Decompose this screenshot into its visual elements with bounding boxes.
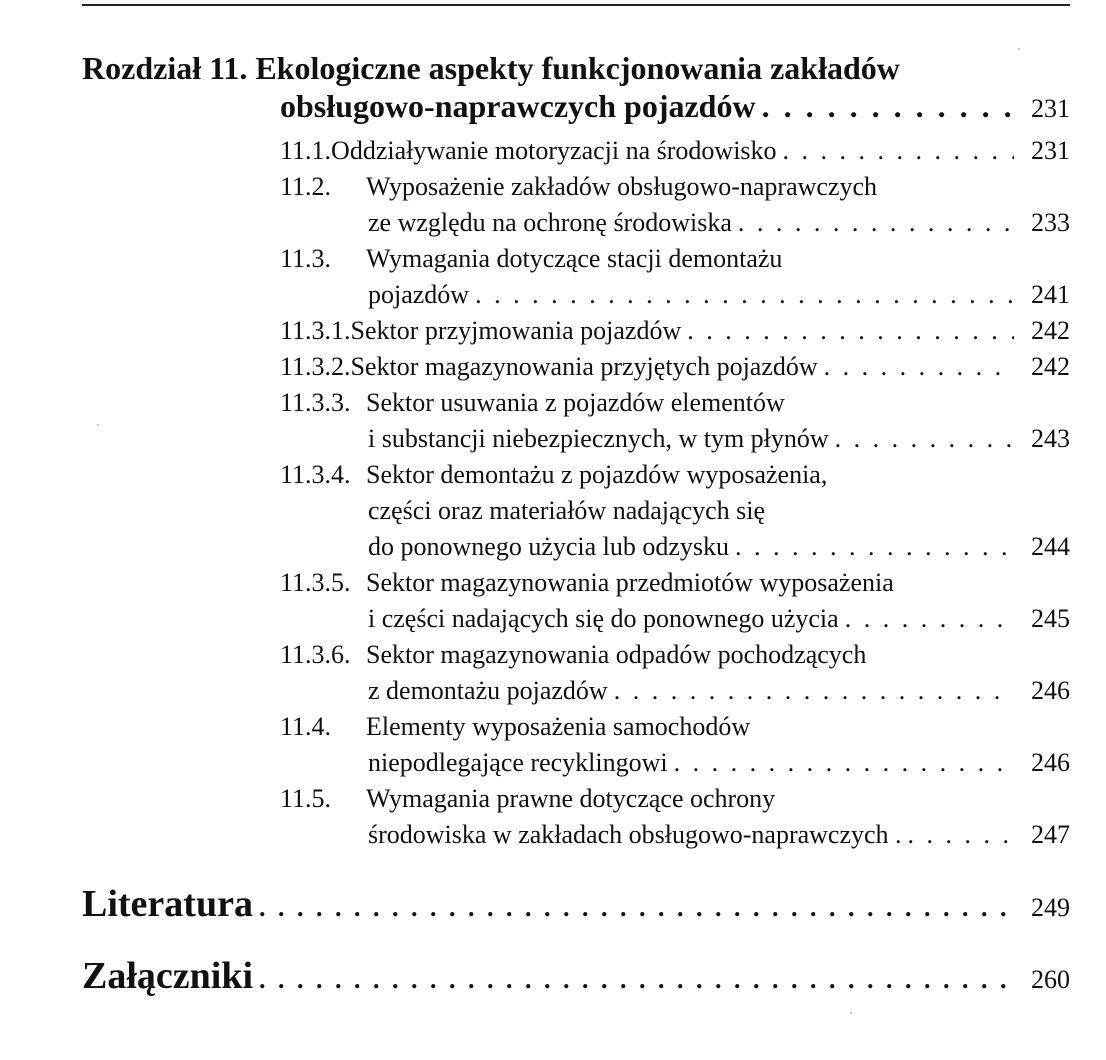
toc-entry-line	[280, 172, 1070, 202]
entry-title: niepodlegające recyklingowi	[368, 748, 668, 777]
entry-number: 11.3.1.	[280, 316, 351, 345]
toc-entry-line	[368, 496, 1070, 526]
leader-dots	[783, 136, 1014, 166]
leader-dots	[687, 316, 1014, 346]
toc-entry-line	[280, 640, 1070, 670]
entry-title: Sektor magazynowania przedmiotów wyposażenia	[366, 568, 894, 597]
toc-entry-line[interactable]	[280, 136, 1070, 166]
entry-title: i części nadających się do ponownego użycia	[368, 604, 839, 633]
entry-title: do ponownego użycia lub odzysku	[368, 532, 730, 561]
entry-title: części oraz materiałów nadających się	[368, 496, 765, 525]
leader-dots	[614, 676, 1014, 706]
toc-zalaczniki[interactable]	[82, 954, 1070, 998]
entry-title: Sektor magazynowania przyjętych pojazdów	[350, 352, 818, 381]
leader-dots	[475, 280, 1014, 310]
scan-speck	[850, 1012, 852, 1014]
entry-page-number: 245	[1031, 604, 1070, 633]
toc-entry-line	[280, 568, 1070, 598]
toc-entry-line[interactable]	[368, 208, 1070, 238]
leader-dots	[735, 532, 1014, 562]
entry-page-number: 242	[1031, 316, 1070, 345]
entry-title: pojazdów	[368, 280, 470, 309]
entry-number: 11.3.6.	[280, 640, 351, 669]
entry-title: Sektor przyjmowania pojazdów	[350, 316, 682, 345]
entry-page-number: 246	[1031, 676, 1070, 705]
zalaczniki-page-number: 260	[1031, 965, 1070, 994]
entry-page-number: 246	[1031, 748, 1070, 777]
leader-dots	[674, 748, 1014, 778]
toc-literatura[interactable]	[82, 882, 1070, 926]
toc-entry-line	[280, 244, 1070, 274]
entry-title: Wyposażenie zakładów obsługowo-naprawczych	[366, 172, 878, 201]
leader-dots	[738, 208, 1014, 238]
leader-dots	[908, 820, 1014, 850]
entry-title: i substancji niebezpiecznych, w tym płynów	[368, 424, 829, 453]
scan-speck	[97, 424, 99, 426]
entry-title: środowiska w zakładach obsługowo-naprawczych .	[368, 820, 902, 849]
toc-entry-line[interactable]	[280, 352, 1070, 382]
entry-title: z demontażu pojazdów	[368, 676, 608, 705]
entry-page-number: 242	[1031, 352, 1070, 381]
entry-page-number: 243	[1031, 424, 1070, 453]
toc-entry-line[interactable]	[368, 748, 1070, 778]
entry-number: 11.3.5.	[280, 568, 351, 597]
entry-number: 11.1.	[280, 136, 332, 165]
entry-number: 11.3.	[280, 244, 332, 273]
entry-number: 11.2.	[280, 172, 332, 201]
entry-page-number: 231	[1031, 136, 1070, 165]
toc-entry-line	[280, 712, 1070, 742]
entry-number: 11.5.	[280, 784, 332, 813]
chapter-title-line1: Ekologiczne aspekty funkcjonowania zakładów	[255, 50, 900, 86]
toc-entry-line[interactable]	[368, 532, 1070, 562]
toc-entry-line[interactable]	[368, 604, 1070, 634]
top-rule	[82, 4, 1070, 6]
scan-speck	[1018, 48, 1020, 50]
leader-dots	[835, 424, 1014, 454]
entry-number: 11.4.	[280, 712, 332, 741]
chapter-title-line2: obsługowo-naprawczych pojazdów	[280, 88, 756, 124]
chapter-page-number: 231	[1031, 94, 1070, 123]
entry-page-number: 241	[1031, 280, 1070, 309]
leader-dots	[762, 88, 1014, 125]
entry-title: Wymagania dotyczące stacji demontażu	[366, 244, 783, 273]
entry-title: Sektor usuwania z pojazdów elementów	[366, 388, 785, 417]
leader-dots	[824, 352, 1014, 382]
toc-entry-line	[280, 460, 1070, 490]
entry-page-number: 244	[1031, 532, 1070, 561]
chapter-heading-line2	[280, 88, 1070, 125]
entry-title: Wymagania prawne dotyczące ochrony	[366, 784, 776, 813]
entry-title: Elementy wyposażenia samochodów	[366, 712, 751, 741]
leader-dots	[259, 965, 1014, 995]
entry-number: 11.3.3.	[280, 388, 351, 417]
toc-entry-line	[280, 388, 1070, 418]
toc-entry-line[interactable]	[280, 316, 1070, 346]
toc-entry-line[interactable]	[368, 820, 1070, 850]
toc-entry-line[interactable]	[368, 424, 1070, 454]
entry-number: 11.3.2.	[280, 352, 351, 381]
entry-page-number: 247	[1031, 820, 1070, 849]
toc-entry-line	[280, 784, 1070, 814]
literatura-page-number: 249	[1031, 893, 1070, 922]
chapter-label: Rozdział 11.	[82, 50, 248, 86]
zalaczniki-label: Załączniki	[82, 955, 254, 997]
entry-number: 11.3.4.	[280, 460, 351, 489]
chapter-heading	[82, 50, 900, 87]
entry-title: Sektor demontażu z pojazdów wyposażenia,	[366, 460, 828, 489]
literatura-label: Literatura	[82, 883, 253, 925]
entry-title: Oddziaływanie motoryzacji na środowisko	[331, 136, 777, 165]
entry-title: Sektor magazynowania odpadów pochodzących	[366, 640, 867, 669]
toc-entry-line[interactable]	[368, 676, 1070, 706]
entry-title: ze względu na ochronę środowiska	[368, 208, 732, 237]
entry-page-number: 233	[1031, 208, 1070, 237]
toc-entry-line[interactable]	[368, 280, 1070, 310]
leader-dots	[259, 893, 1014, 923]
leader-dots	[845, 604, 1014, 634]
